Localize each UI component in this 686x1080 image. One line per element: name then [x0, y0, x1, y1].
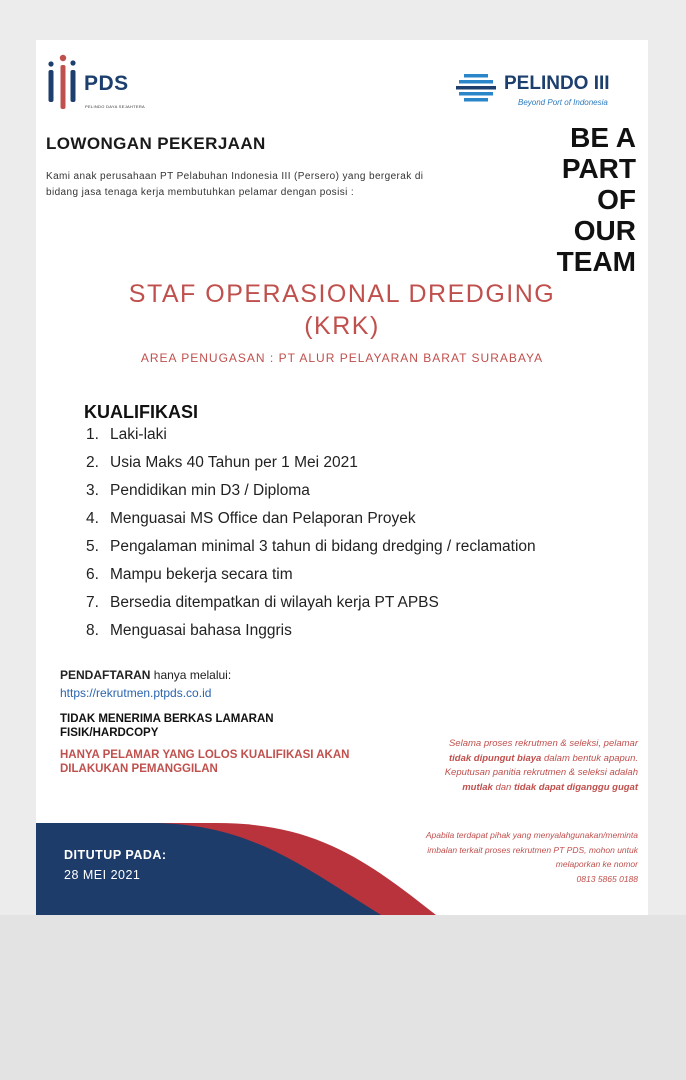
pds-logo-text: PDS: [84, 72, 129, 95]
position-title: [36, 278, 648, 342]
pds-emblem-icon: [44, 52, 82, 112]
report-warning: Apabila terdapat pihak yang menyalahgunakan/meminta imbalan terkait proses rekrutmen PT PDS, mohon untuk melaporkan ke nomor 0813 5865 0188: [408, 828, 638, 886]
pelindo-logo: [454, 66, 644, 114]
tagline-line: TEAM: [556, 246, 636, 277]
list-item: 7. Bersedia ditempatkan di wilayah kerja PT APBS: [86, 594, 439, 611]
pelindo-logo-text: PELINDO III: [504, 73, 610, 94]
list-item: 6. Mampu bekerja secara tim: [86, 566, 293, 583]
closing-label: DITUTUP PADA:: [64, 848, 167, 862]
pelindo-tagline: Beyond Port of Indonesia: [518, 98, 608, 107]
pds-logo-subtitle: PELINDO DAYA SEJAHTERA: [85, 104, 146, 109]
tagline-line: BE A: [570, 122, 636, 153]
tagline-line: OUR: [573, 215, 636, 246]
team-tagline: [516, 122, 636, 277]
job-poster: [36, 40, 648, 915]
pelindo-emblem-icon: [454, 66, 498, 110]
report-phone: 0813 5865 0188: [576, 873, 638, 884]
registration-link[interactable]: https://rekrutmen.ptpds.co.id: [60, 686, 212, 700]
pds-logo: [44, 52, 164, 112]
qualifications-heading: KUALIFIKASI: [84, 402, 198, 422]
tagline-line: OF: [597, 184, 636, 215]
tagline-line: PART: [561, 153, 636, 184]
list-item: 8. Menguasai bahasa Inggris: [86, 622, 292, 639]
list-item: 4. Menguasai MS Office dan Pelaporan Proyek: [86, 510, 416, 527]
list-item: 3. Pendidikan min D3 / Diploma: [86, 482, 310, 499]
position-title-line1: STAF OPERASIONAL DREDGING: [128, 280, 556, 308]
page-title: LOWONGAN PEKERJAAN: [46, 134, 266, 153]
list-item: 2. Usia Maks 40 Tahun per 1 Mei 2021: [86, 454, 358, 471]
intro-text: Kami anak perusahaan PT Pelabuhan Indonesia III (Persero) yang bergerak di bidang jasa tenaga kerja membutuhkan pelamar dengan posisi :: [46, 171, 424, 198]
list-item: 5. Pengalaman minimal 3 tahun di bidang dredging / reclamation: [86, 538, 536, 555]
list-item: 1. Laki-laki: [86, 426, 167, 443]
qualifications-list: [86, 426, 536, 650]
assignment-area: AREA PENUGASAN : PT ALUR PELAYARAN BARAT SURABAYA: [140, 351, 544, 365]
registration-label: PENDAFTARAN hanya melalui:: [60, 668, 232, 682]
position-title-line2: (KRK): [304, 312, 380, 340]
background-area: [0, 915, 686, 1080]
no-hardcopy-notice: TIDAK MENERIMA BERKAS LAMARAN FISIK/HARDCOPY: [60, 713, 274, 739]
qualified-only-notice: HANYA PELAMAR YANG LOLOS KUALIFIKASI AKAN DILAKUKAN PEMANGGILAN: [60, 749, 350, 775]
free-recruitment-notice: Selama proses rekrutmen & seleksi, pelamar tidak dipungut biaya dalam bentuk apapun. Keputusan panitia rekrutmen & seleksi adalah mutlak dan tidak dapat diganggu gugat: [444, 738, 638, 793]
closing-date: 28 MEI 2021: [64, 868, 141, 882]
